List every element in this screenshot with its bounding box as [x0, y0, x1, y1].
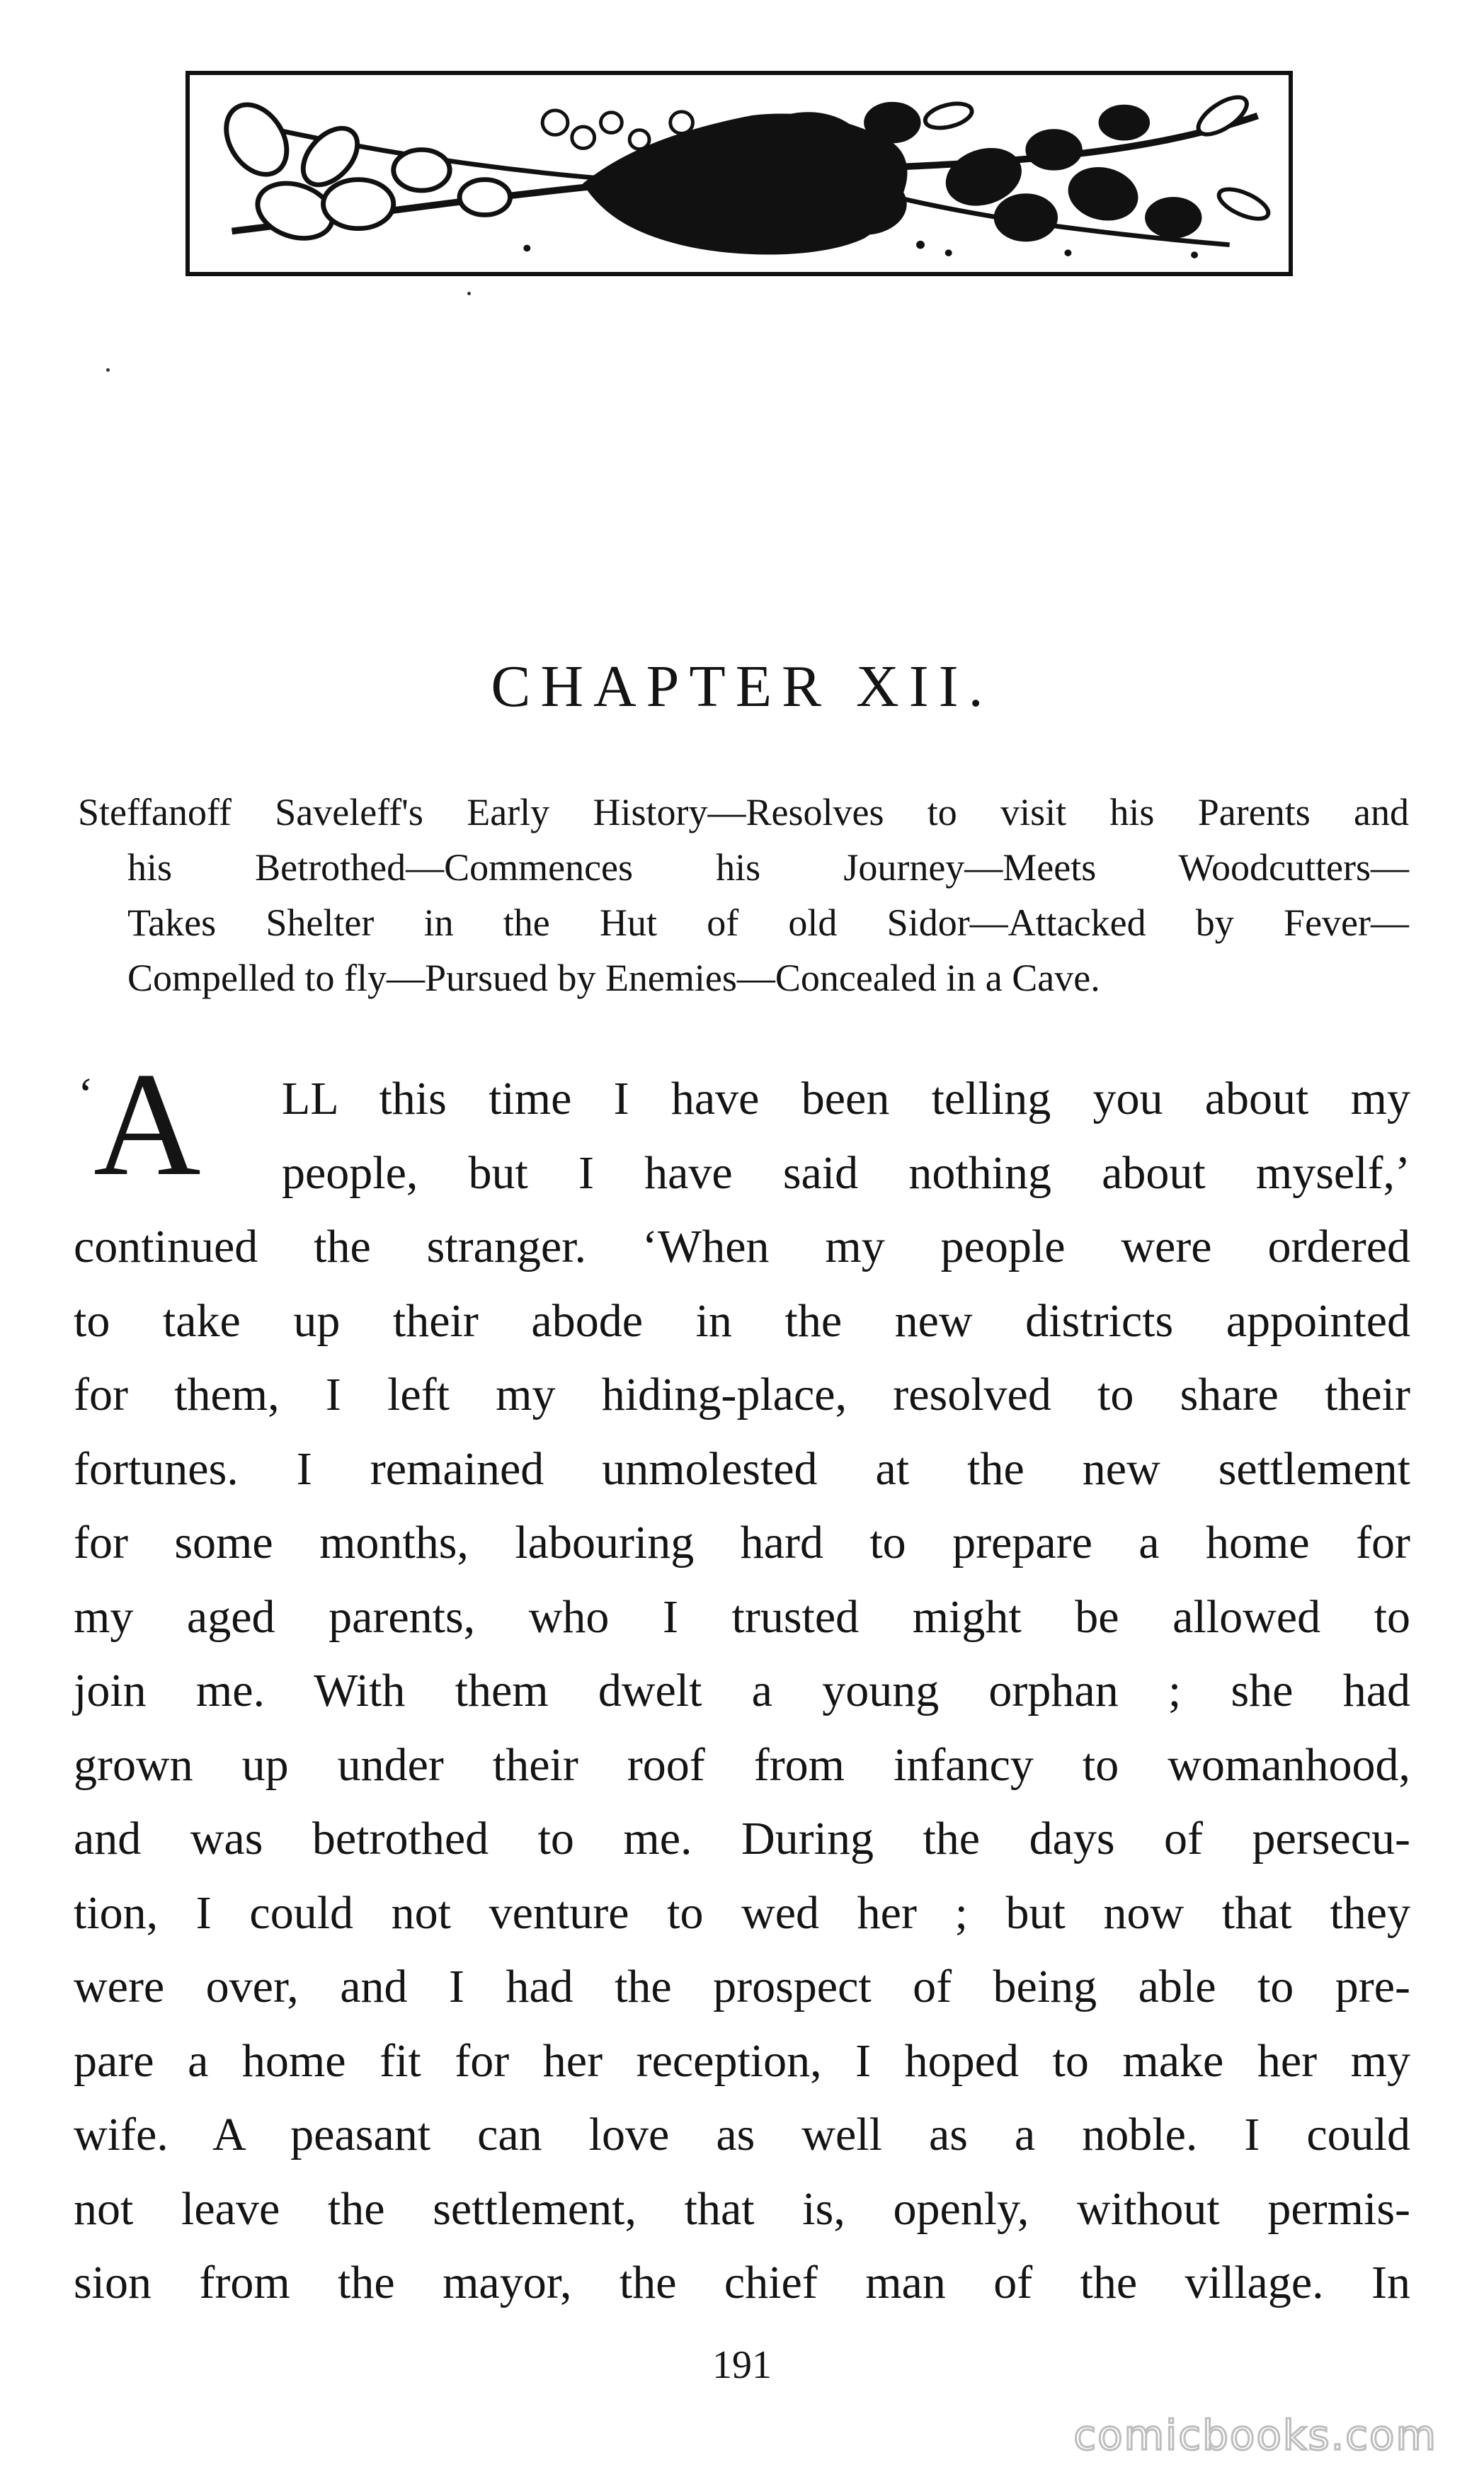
ink-speck	[106, 368, 110, 372]
ink-speck	[467, 292, 471, 295]
body-line: sion from the mayor, the chief man of the village. In	[74, 2257, 1410, 2308]
page-number: 191	[712, 2343, 772, 2387]
body-line: LL this time I have been telling you about my	[282, 1073, 1410, 1124]
body-line: fortunes. I remained unmolested at the new settlement	[74, 1442, 1410, 1495]
summary-line: his Betrothed—Commences his Journey—Meets Woodcutters—	[127, 846, 1409, 889]
body-line: pare a home fit for her reception, I hoped to make her my	[74, 2034, 1410, 2087]
floral-headpiece-icon	[186, 71, 1293, 276]
body-line: continued the stranger. ‘When my people were ordered	[74, 1221, 1410, 1272]
chapter-summary	[78, 785, 1409, 1006]
summary-line: Steffanoff Saveleff's Early History—Resolves to visit his Parents and	[78, 791, 1409, 833]
floral-ornament-icon	[190, 75, 1289, 272]
body-line: for them, I left my hiding-place, resolved to share their	[74, 1369, 1410, 1420]
drop-cap: A	[93, 1042, 201, 1207]
body-line: were over, and I had the prospect of being able to pre-	[74, 1961, 1410, 2012]
body-line: wife. A peasant can love as well as a noble. I could	[74, 2109, 1410, 2160]
summary-line: Takes Shelter in the Hut of old Sidor—Attacked by Fever—	[127, 901, 1409, 944]
body-line: grown up under their roof from infancy to womanhood,	[74, 1738, 1410, 1791]
body-line: my aged parents, who I trusted might be allowed to	[74, 1590, 1410, 1643]
body-line: for some months, labouring hard to prepare a home for	[74, 1517, 1410, 1568]
body-line: tion, I could not venture to wed her ; but now that they	[74, 1886, 1410, 1939]
opening-quote: ‘	[78, 1069, 93, 1120]
body-line: to take up their abode in the new districts appointed	[74, 1294, 1410, 1347]
chapter-title: CHAPTER XII.	[491, 654, 993, 719]
body-line: join me. With them dwelt a young orphan ; she had	[74, 1665, 1410, 1716]
body-line: and was betrothed to me. During the days of persecu-	[74, 1813, 1410, 1864]
summary-line: Compelled to fly—Pursued by Enemies—Concealed in a Cave.	[127, 957, 1100, 999]
body-paragraph	[74, 1062, 1410, 2321]
body-line: people, but I have said nothing about myself,’	[282, 1146, 1410, 1199]
body-line: not leave the settlement, that is, openly, without permis-	[74, 2182, 1410, 2235]
watermark: comicbooks.com	[1073, 2411, 1437, 2459]
